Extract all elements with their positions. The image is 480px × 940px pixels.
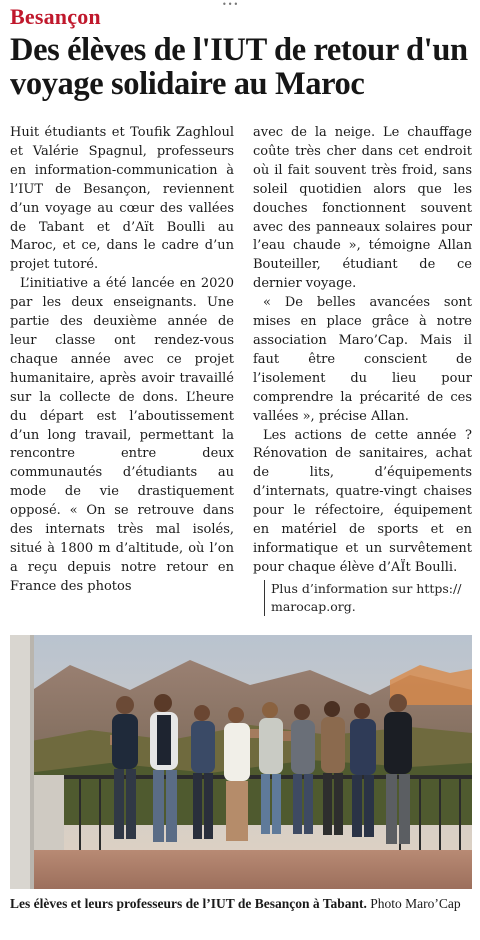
page-top-mark: ••• [222, 0, 240, 9]
article-paragraph: avec de la neige. Le chauffage coûte très cher dans cet endroit où il fait souvent très froid, sans soleil quotidien alors que les douches fonctionnent souvent avec des panneaux solaires pour l’eau chaude », témoigne Allan Bouteiller, étudiant de ce dernier voyage. [253, 125, 472, 292]
photo-caption-text: Les élèves et leurs professeurs de l’IUT de Besançon à Tabant. [10, 896, 367, 911]
article-paragraph: « De belles avancées sont mises en place grâce à notre association Maro’Cap. Mais il faut être conscient de l’isolement du lieu pour comprendre la précarité de ces vallées », précise Allan. [253, 295, 472, 424]
group-photo [10, 635, 472, 889]
article-column-right [253, 124, 472, 578]
more-info-text: Plus d’information sur https:// [271, 581, 462, 596]
photo-credit: Photo Maro’Cap [366, 896, 461, 911]
group-photo-illustration [10, 635, 472, 889]
article-headline: Des élèves de l'IUT de retour d'un voyage solidaire au Maroc [10, 32, 468, 102]
article-paragraph: Huit étudiants et Toufik Zaghloul et Valérie Spagnul, professeurs en information-communication à l’IUT de Besançon, reviennent d’un voyage au cœur des vallées de Tabant et d’Aït Boulli au Maroc, et ce, dans le cadre d’un projet tutoré. [10, 125, 234, 273]
section-kicker: Besançon [10, 4, 101, 29]
photo-caption [10, 894, 472, 913]
more-info-link[interactable]: marocap.org. [271, 599, 356, 614]
article-paragraph: Les actions de cette année ? Rénovation de sanitaires, achat de lits, d’équipements d’internats, quatre-vingt chaises pour le réfectoire, équipement en matériel de sports et en informatique et un survêtement pour chaque élève d’AÏt Boulli. [253, 427, 472, 575]
article-paragraph: L’initiative a été lancée en 2020 par les deux enseignants. Une partie des deuxième année de leur classe ont rendez-vous chaque année avec ce projet humanitaire, après avoir travaillé sur la collecte de dons. L’heure du départ est l’aboutissement d’un long travail, permettant la rencontre entre deux communautés d’étudiants au mode de vie drastiquement opposé. « On se retrouve dans des internats très mal isolés, situé à 1800 m d’altitude, où l’on a reçu depuis notre retour en France des photos [10, 276, 234, 594]
article-column-left [10, 124, 234, 597]
more-info-box [264, 580, 477, 616]
